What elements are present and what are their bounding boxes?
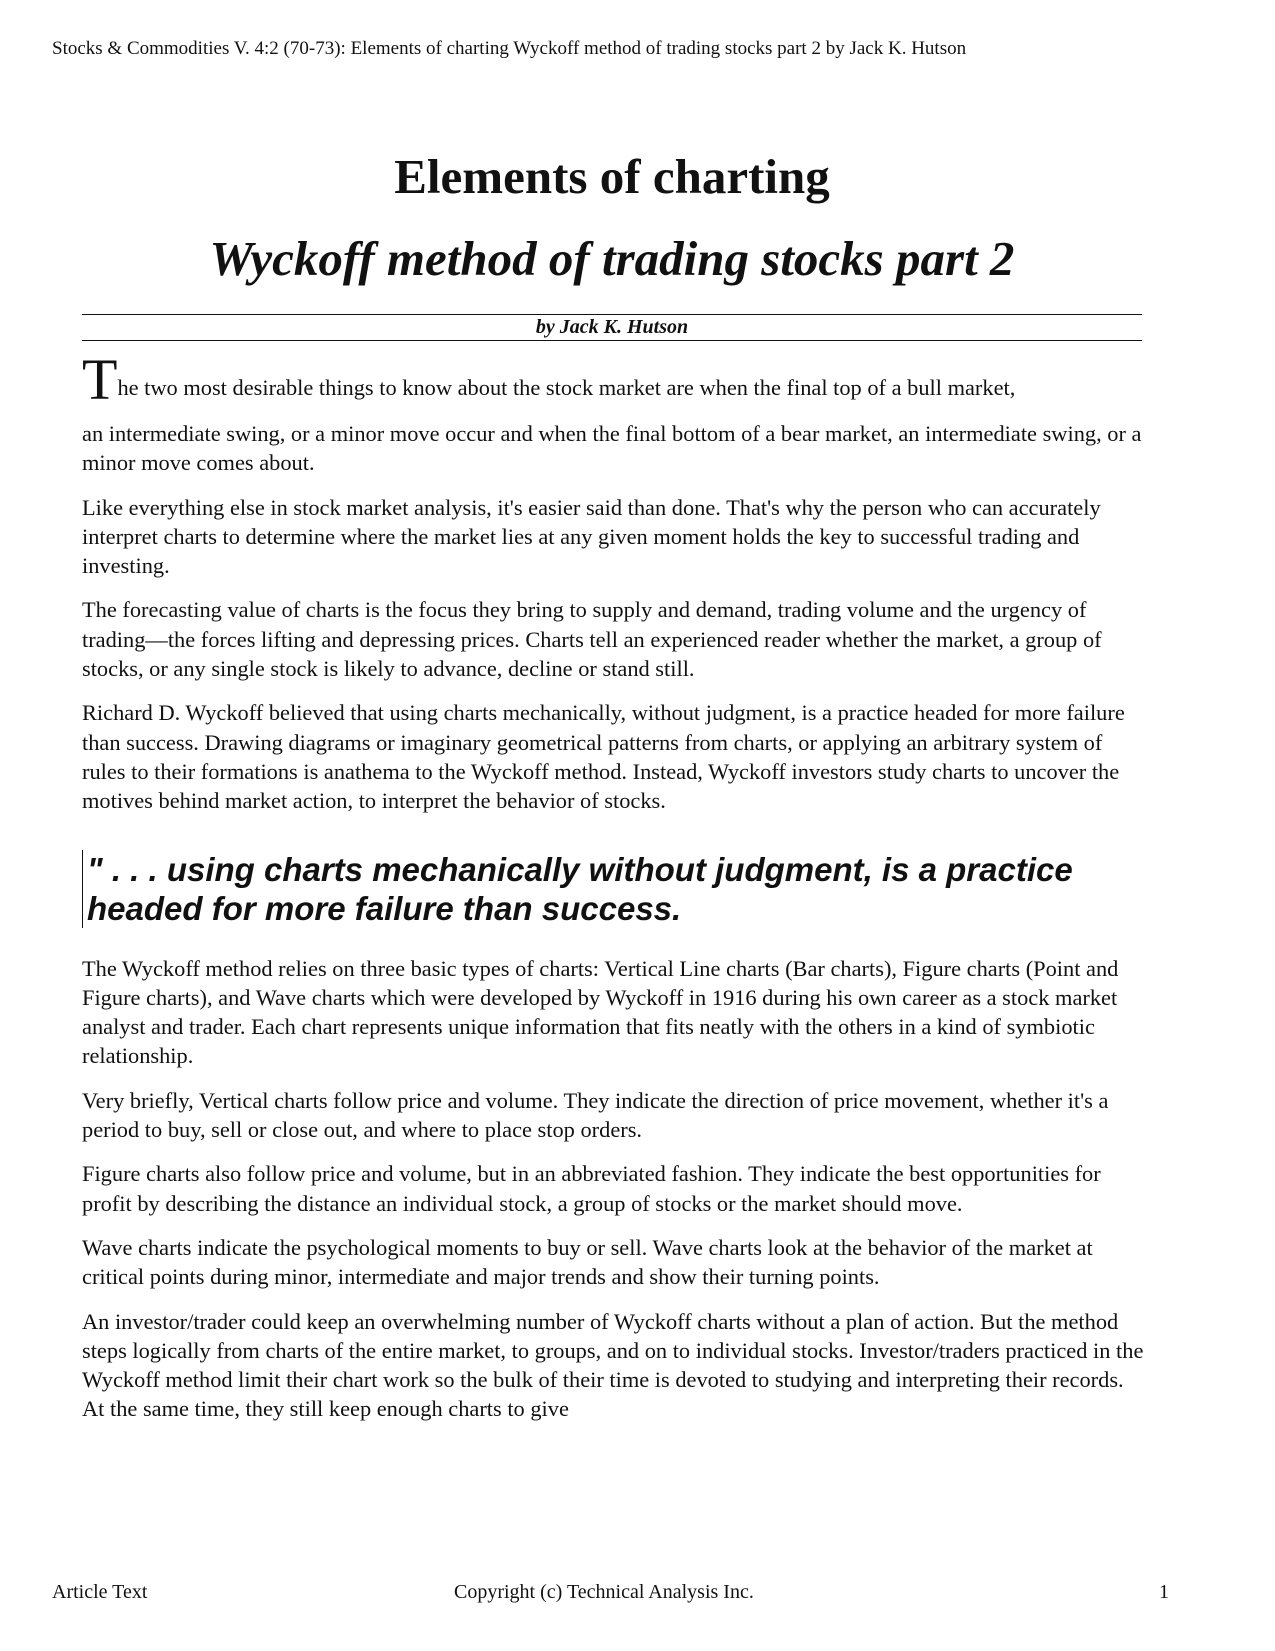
article-subtitle: Wyckoff method of trading stocks part 2	[209, 231, 1015, 286]
byline: by Jack K. Hutson	[535, 316, 689, 338]
paragraph: Richard D. Wyckoff believed that using charts mechanically, without judgment, is a practice headed for more failure than success. Drawing diagrams or imaginary geometrical patterns from charts, or applying an arbitrary system of rules to their formations is anathema to the Wyckoff method. Instead, Wyckoff investors study charts to uncover the motives behind market action, to interpret the behavior of stocks.	[82, 700, 1125, 814]
paragraph: Like everything else in stock market analysis, it's easier said than done. That's why the person who can accurately interpret charts to determine where the market lies at any given moment holds the key to successful trading and investing.	[82, 494, 1101, 579]
paragraph: Figure charts also follow price and volume, but in an abbreviated fashion. They indicate the best opportunities for profit by describing the distance an individual stock, a group of stocks or the market should move.	[82, 1161, 1101, 1216]
paragraph: An investor/trader could keep an overwhelming number of Wyckoff charts without a plan of action. But the method steps logically from charts of the entire market, to groups, and on to individual stocks. Investor/traders practiced in the Wyckoff method limit their chart work so the bulk of their time is devoted to studying and interpreting their records. At the same time, they still keep enough charts to give	[82, 1308, 1144, 1422]
running-head: Stocks & Commodities V. 4:2 (70-73): Elements of charting Wyckoff method of trading stocks part 2 by Jack K. Hutson	[52, 38, 967, 59]
paragraph: The forecasting value of charts is the focus they bring to supply and demand, trading volume and the urgency of trading—the forces lifting and depressing prices. Charts tell an experienced reader whether the market, a group of stocks, or any single stock is likely to advance, decline or stand still.	[82, 597, 1102, 682]
paragraph: Wave charts indicate the psychological moments to buy or sell. Wave charts look at the behavior of the market at critical points during minor, intermediate and major trends and show their turning points.	[82, 1234, 1093, 1290]
footer-copyright: Copyright (c) Technical Analysis Inc.	[454, 1581, 754, 1603]
paragraph: The Wyckoff method relies on three basic types of charts: Vertical Line charts (Bar charts), Figure charts (Point and Figure charts), and Wave charts which were developed by Wyckoff in 1916 during his own career as a stock market analyst and trader. Each chart represents unique information that fits neatly with the others in a kind of symbiotic relationship.	[82, 955, 1119, 1069]
first-paragraph-rest: an intermediate swing, or a minor move occur and when the final bottom of a bear market, an intermediate swing, or a minor move comes about.	[82, 421, 1142, 476]
first-paragraph-line	[82, 347, 1144, 412]
page-number: 1	[1159, 1581, 1169, 1603]
byline-rule-box	[82, 314, 1142, 341]
pull-quote: " . . . using charts mechanically without judgment, is a practice headed for more failure than success.	[82, 850, 1144, 928]
drop-cap: T	[82, 347, 118, 412]
paragraph: Very briefly, Vertical charts follow price and volume. They indicate the direction of price movement, whether it's a period to buy, sell or close out, and where to place stop orders.	[82, 1087, 1109, 1143]
article-body	[82, 347, 1144, 1439]
footer-label: Article Text	[52, 1581, 148, 1603]
first-line-text: he two most desirable things to know about the stock market are when the final top of a bull market,	[117, 375, 1016, 400]
article-title: Elements of charting	[394, 149, 830, 204]
